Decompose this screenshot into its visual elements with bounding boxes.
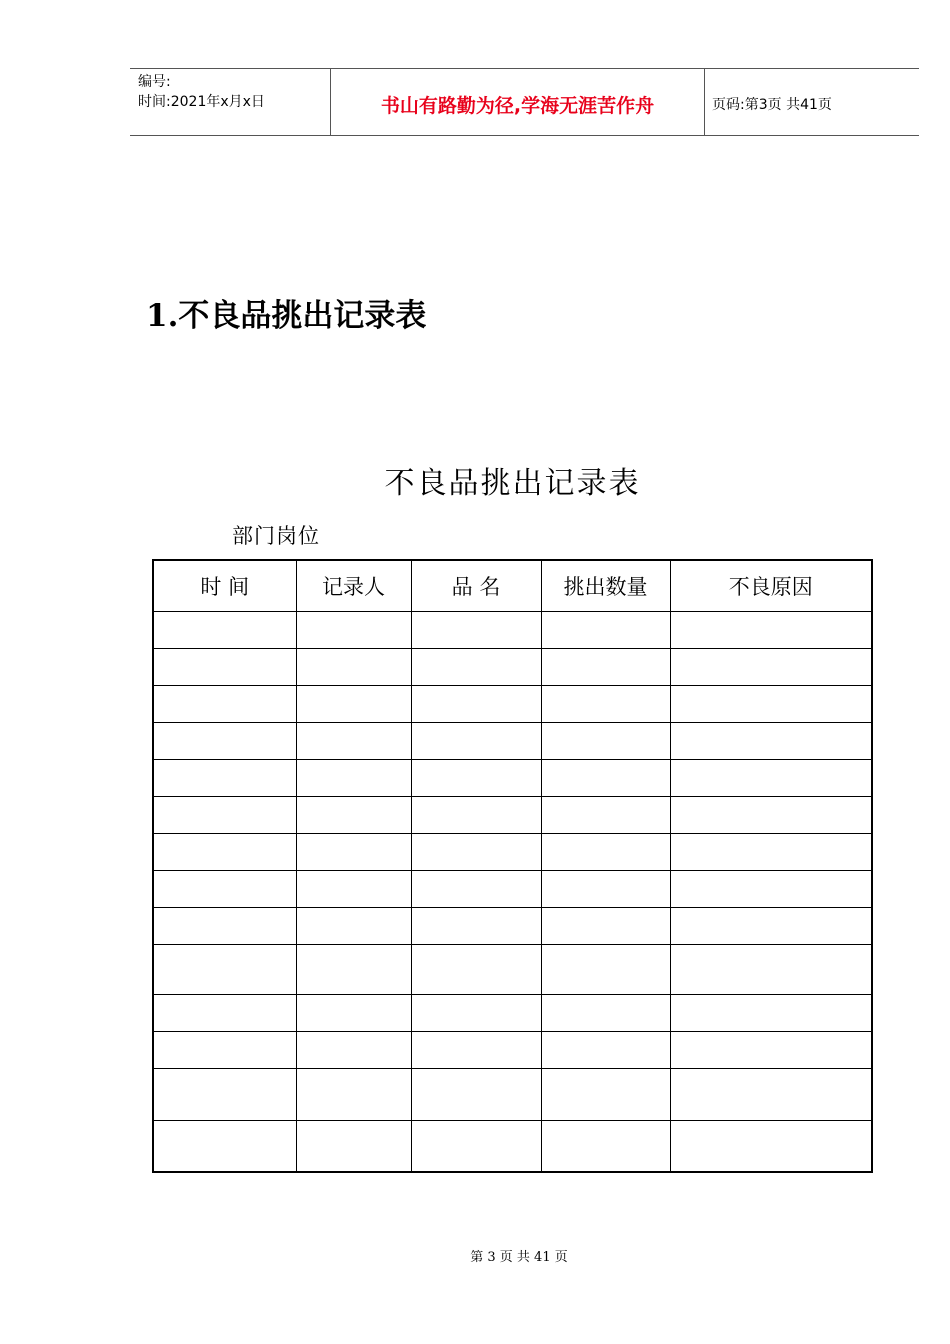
table-cell: [296, 834, 411, 871]
section-heading: 1.不良品挑出记录表: [146, 298, 427, 334]
table-row: [153, 995, 872, 1032]
table-cell: [153, 649, 296, 686]
col-header-defect-reason: 不良原因: [670, 560, 872, 612]
table-cell: [153, 1032, 296, 1069]
table-cell: [296, 1032, 411, 1069]
department-label: 部门岗位: [232, 524, 320, 548]
table-cell: [670, 908, 872, 945]
table-cell: [296, 649, 411, 686]
form-title: 不良品挑出记录表: [384, 466, 641, 501]
record-table: [152, 559, 873, 1173]
table-cell: [670, 871, 872, 908]
table-cell: [541, 834, 670, 871]
table-cell: [153, 686, 296, 723]
table-cell: [411, 1121, 541, 1172]
table-body: [153, 612, 872, 1172]
table-row: [153, 797, 872, 834]
table-cell: [541, 871, 670, 908]
table-row: [153, 1069, 872, 1121]
header-left-block: [138, 72, 265, 112]
table-cell: [296, 908, 411, 945]
table-cell: [541, 686, 670, 723]
header-bottom-rule: [130, 135, 919, 136]
table-cell: [296, 995, 411, 1032]
table-cell: [411, 612, 541, 649]
table-cell: [296, 1069, 411, 1121]
table-cell: [153, 908, 296, 945]
table-cell: [411, 834, 541, 871]
table-cell: [411, 908, 541, 945]
table-cell: [670, 797, 872, 834]
table-cell: [153, 797, 296, 834]
table-cell: [411, 649, 541, 686]
table-row: [153, 1032, 872, 1069]
table-cell: [541, 649, 670, 686]
table-cell: [670, 1069, 872, 1121]
table-cell: [153, 871, 296, 908]
footer-page-number: 第 3 页 共 41 页: [470, 1250, 568, 1265]
table-cell: [670, 686, 872, 723]
table-cell: [541, 612, 670, 649]
table-cell: [541, 723, 670, 760]
table-cell: [670, 760, 872, 797]
header-page-info: 页码:第3页 共41页: [712, 97, 832, 113]
table-row: [153, 945, 872, 995]
table-cell: [411, 871, 541, 908]
table-cell: [670, 612, 872, 649]
col-header-recorder: 记录人: [296, 560, 411, 612]
table-row: [153, 649, 872, 686]
table-row: [153, 686, 872, 723]
table-cell: [670, 723, 872, 760]
table-cell: [153, 723, 296, 760]
table-cell: [153, 1069, 296, 1121]
table-cell: [296, 797, 411, 834]
table-cell: [153, 612, 296, 649]
header-divider: [704, 68, 705, 136]
table-cell: [541, 760, 670, 797]
table-cell: [153, 834, 296, 871]
table-cell: [670, 834, 872, 871]
table-cell: [541, 797, 670, 834]
table-cell: [411, 1069, 541, 1121]
table-cell: [541, 1121, 670, 1172]
table-cell: [153, 760, 296, 797]
table-cell: [296, 760, 411, 797]
table-cell: [670, 649, 872, 686]
table-cell: [153, 1121, 296, 1172]
table-row: [153, 1121, 872, 1172]
table-cell: [411, 1032, 541, 1069]
table-cell: [541, 908, 670, 945]
table-cell: [296, 612, 411, 649]
table-row: [153, 871, 872, 908]
table-cell: [670, 945, 872, 995]
table-cell: [541, 995, 670, 1032]
table-row: [153, 834, 872, 871]
table-cell: [153, 995, 296, 1032]
header-motto: 书山有路勤为径,学海无涯苦作舟: [380, 95, 655, 117]
table-cell: [411, 760, 541, 797]
table-cell: [670, 1121, 872, 1172]
table-cell: [411, 995, 541, 1032]
table-cell: [296, 945, 411, 995]
table-row: [153, 908, 872, 945]
table-header-row: [153, 560, 872, 612]
table-cell: [411, 723, 541, 760]
table-cell: [541, 945, 670, 995]
header-top-rule: [130, 68, 919, 69]
col-header-quantity: 挑出数量: [541, 560, 670, 612]
table-row: [153, 723, 872, 760]
table-cell: [411, 797, 541, 834]
table-cell: [296, 871, 411, 908]
table-cell: [296, 723, 411, 760]
table-cell: [541, 1069, 670, 1121]
table-cell: [411, 686, 541, 723]
table-cell: [296, 686, 411, 723]
table-row: [153, 760, 872, 797]
col-header-product-name: 品 名: [411, 560, 541, 612]
table-row: [153, 612, 872, 649]
table-cell: [541, 1032, 670, 1069]
code-label: 编号:: [138, 74, 171, 90]
table-cell: [670, 995, 872, 1032]
table-cell: [296, 1121, 411, 1172]
col-header-time: 时 间: [153, 560, 296, 612]
table-cell: [153, 945, 296, 995]
table-cell: [670, 1032, 872, 1069]
date-line: 时间:2021年x月x日: [138, 94, 265, 110]
table-cell: [411, 945, 541, 995]
